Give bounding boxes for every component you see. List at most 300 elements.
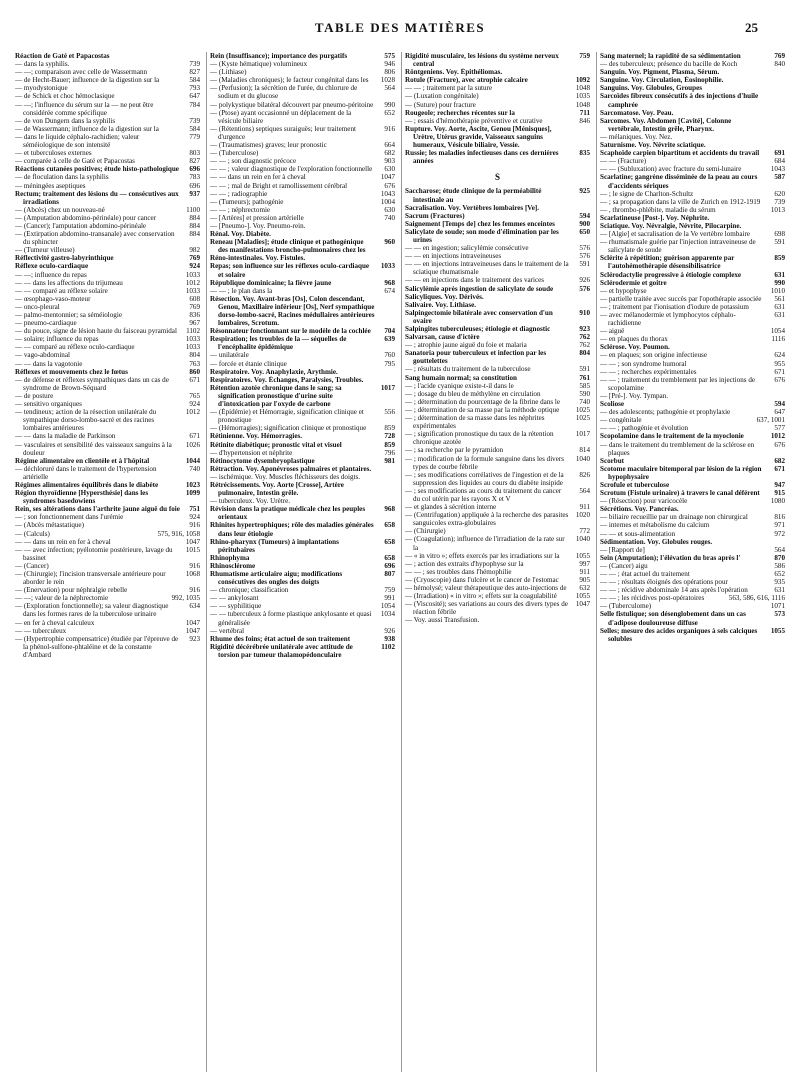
- index-entry-text: — méningées aseptiques: [15, 181, 86, 190]
- index-entry: [405, 212, 590, 220]
- index-entry-page: 761: [579, 373, 590, 382]
- index-entry-text: — (Calculs): [15, 529, 50, 538]
- index-entry: [600, 521, 785, 529]
- index-entry: [600, 465, 785, 481]
- index-entry: [210, 254, 395, 262]
- index-entry-page: 968: [384, 278, 395, 287]
- index-entry: [210, 295, 395, 327]
- index-entry-text: — — ; résultats éloignés des opérations pour: [600, 578, 728, 587]
- index-entry-text: — (Kyste hématique) volumineux: [210, 60, 308, 69]
- index-entry-page: 1055: [770, 626, 785, 635]
- index-entry-page: 564: [579, 486, 590, 495]
- index-entry: [600, 327, 785, 335]
- index-entry: [210, 457, 395, 465]
- index-entry-text: — (Abcès) chez un nouveau-né: [15, 205, 105, 214]
- index-entry-page: 586: [774, 561, 785, 570]
- index-entry-text: — (Résection) pour varicocèle: [600, 497, 688, 506]
- index-entry: [210, 141, 395, 149]
- index-entry-text: — dans la syphilis.: [15, 60, 70, 69]
- index-entry-text: Sanguin. Voy. Pigment, Plasma, Sérum.: [600, 68, 720, 77]
- index-entry-text: Sacrum (Fractures): [405, 211, 465, 220]
- index-entry: [600, 570, 785, 578]
- index-entry: [405, 365, 590, 373]
- index-entry-text: — avec mélanodermie et lymphocytos céphalo-rachidienne: [600, 311, 736, 328]
- index-entry-text: Rhinites hypertrophiques; rôle des maladies générales dans leur étiologie: [210, 521, 374, 538]
- index-entry: [15, 52, 200, 60]
- index-entry-text: — aiguë: [600, 327, 625, 336]
- index-entry-text: — — dans la maladie de Parkinson: [15, 432, 116, 441]
- index-entry: [600, 578, 785, 586]
- index-entry: [405, 52, 590, 68]
- index-entry: [600, 481, 785, 489]
- index-entry: [15, 441, 200, 457]
- index-entry: [15, 92, 200, 100]
- index-entry: [405, 252, 590, 260]
- index-entry: [600, 149, 785, 157]
- index-entry: [600, 295, 785, 303]
- index-entry-page: 576: [579, 244, 590, 253]
- index-entry-page: 1054: [380, 602, 395, 611]
- index-entry-text: Salpingectomie bilatérale avec conservation d'un ovaire: [405, 308, 553, 325]
- index-entry-text: — — ; recherches expérimentales: [600, 367, 697, 376]
- index-entry-page: 739: [189, 60, 200, 69]
- index-entry-page: 631: [774, 311, 785, 319]
- index-entry: [600, 206, 785, 214]
- index-entry-page: 676: [774, 375, 785, 384]
- index-entry-page: 1004: [380, 197, 395, 206]
- index-entry-text: — rhumatismale guérie par l'injection intraveineuse de salicylate de soude: [600, 238, 756, 255]
- index-entry: [600, 52, 785, 60]
- index-entry-page: 564: [774, 545, 785, 554]
- index-entry-page: 982: [189, 246, 200, 255]
- index-entry-text: Sécrétions. Voy. Pancréas.: [600, 505, 679, 514]
- index-entry-page: 884: [189, 230, 200, 239]
- index-entry-page: 765: [189, 391, 200, 400]
- index-entry-page: 1028: [380, 76, 395, 85]
- index-entry-page: 762: [579, 341, 590, 350]
- index-entry-page: 682: [384, 149, 395, 158]
- index-entry-page: 671: [189, 432, 200, 441]
- index-entry: [15, 230, 200, 246]
- index-entry-page: 804: [189, 351, 200, 360]
- index-entry: [15, 311, 200, 319]
- index-entry-text: — forcée et étanie clinique: [210, 359, 287, 368]
- index-entry: [15, 335, 200, 343]
- index-entry-page: 903: [384, 157, 395, 166]
- index-entry-text: — hémolysé; valeur thérapeutique des auto-injections de: [405, 584, 567, 592]
- index-entry-text: — — syphilitique: [210, 602, 262, 611]
- index-entry: [15, 481, 200, 489]
- index-entry-text: Sang maternel; la rapidité de sa sédimentation: [600, 52, 741, 60]
- index-entry: [600, 546, 785, 554]
- index-entry: [600, 343, 785, 351]
- index-entry-text: — (Suture) pour fracture: [405, 100, 476, 109]
- index-entry-text: — — (Subluxation) avec fracture du semi-lunaire: [600, 165, 742, 174]
- index-entry-text: — — ankylosant: [210, 594, 259, 603]
- index-entry-text: — en plaques du thorax: [600, 335, 668, 344]
- index-entry: [210, 562, 395, 570]
- index-entry-page: 796: [384, 448, 395, 457]
- index-entry-page: 1012: [770, 432, 785, 441]
- index-column-2: [206, 52, 395, 1072]
- index-entry-text: — de défense et réflexes sympathiques dans un cas de syndrome de Brown-Séquard: [15, 375, 169, 392]
- index-entry: [600, 408, 785, 416]
- index-entry-page: 968: [384, 505, 395, 514]
- index-entry: [405, 149, 590, 165]
- index-entry-page: 564: [384, 84, 395, 93]
- index-entry-page: 1102: [186, 327, 200, 336]
- index-entry-text: — (Perfusion); la sécrétion de l'urée, du chlorure de sodium et du glucose: [210, 84, 358, 101]
- index-entry: [15, 246, 200, 254]
- index-entry: [405, 309, 590, 325]
- index-entry: [210, 351, 395, 359]
- index-entry-text: — (Cancer): [15, 561, 49, 570]
- index-entry-page: 960: [384, 238, 395, 247]
- index-entry-page: 696: [189, 181, 200, 190]
- index-entry: [15, 262, 200, 270]
- index-entry: [405, 333, 590, 341]
- index-entry: [210, 441, 395, 449]
- index-entry: [600, 84, 785, 92]
- index-entry: [210, 376, 395, 384]
- index-entry-text: Selles; mesure des acides organiques à sels calciques solubles: [600, 626, 758, 643]
- index-entry-page: 860: [189, 367, 200, 376]
- index-entry-page: 1035: [575, 92, 590, 101]
- index-entry: [600, 157, 785, 165]
- index-entry: [600, 457, 785, 465]
- index-entry: [210, 327, 395, 335]
- index-entry-text: — vasculaires et sensibilité des vaisseaux sanguins à la douleur: [15, 440, 172, 457]
- index-entry-text: Sacralisation. Voy. Vertèbres lombaires [Ve].: [405, 203, 540, 212]
- index-entry-page: 647: [189, 92, 200, 101]
- index-entry-text: — — dans un rein en fer à cheval: [210, 173, 306, 182]
- index-entry: [15, 173, 200, 181]
- index-entry: [15, 287, 200, 295]
- index-entry-text: Réactions cutanées positives; étude histo-pathologique: [15, 165, 179, 174]
- index-entry-text: — d'hypertension et néphrite: [210, 448, 293, 457]
- index-entry-page: 804: [579, 349, 590, 358]
- index-entry-page: 658: [384, 521, 395, 530]
- index-entry-page: 762: [579, 333, 590, 342]
- index-entry-page: 1012: [185, 278, 200, 287]
- index-entry: [405, 616, 590, 624]
- index-entry: [210, 408, 395, 424]
- index-entry-page: 1047: [185, 537, 200, 546]
- index-entry-text: Rotule (Fracture), avec atrophie calcaire: [405, 76, 528, 85]
- index-entry-text: Réflexe oculo-cardiaque: [15, 262, 89, 271]
- index-entry-text: — (Cancer); l'amputation abdomino-périnéale: [15, 221, 147, 230]
- index-entry-text: Révision dans la pratique médicale chez les peuples orientaux: [210, 505, 366, 522]
- index-entry-page: 814: [579, 446, 590, 455]
- index-entry: [210, 68, 395, 76]
- index-entry: [15, 117, 200, 125]
- index-entry: [405, 487, 590, 503]
- index-entry-page: 630: [384, 165, 395, 174]
- index-entry-text: — ; action des extraits d'hypophyse sur la: [405, 559, 524, 568]
- index-entry: [210, 586, 395, 594]
- index-entry: [405, 228, 590, 244]
- index-entry-text: Scarlatineuse [Post-]. Voy. Néphrite.: [600, 213, 710, 222]
- index-entry: [600, 505, 785, 513]
- index-entry-text: — (Cancer) aigu: [600, 561, 648, 570]
- index-entry-page: 624: [774, 351, 785, 360]
- index-entry: [210, 279, 395, 287]
- index-column-3: [401, 52, 590, 1072]
- index-entry-page: 691: [774, 149, 785, 158]
- index-entry-text: Scotome maculaire bitemporal par lésion de la région hypophysaire: [600, 464, 762, 481]
- index-entry-page: 1023: [185, 480, 200, 489]
- index-entry: [600, 554, 785, 562]
- index-entry: [15, 432, 200, 440]
- index-entry-text: Sarcomes. Voy. Abdomen [Cavité], Colonne vertébrale, Intestin grêle, Pharynx.: [600, 116, 732, 133]
- index-entry-page: 594: [774, 400, 785, 409]
- index-entry-page: 728: [384, 432, 395, 441]
- index-entry: [405, 511, 590, 527]
- index-entry-page: 1047: [380, 173, 395, 182]
- index-entry-text: Rétinocytome dysembryoplastique: [210, 456, 315, 465]
- index-entry: [15, 457, 200, 465]
- index-entry: [600, 602, 785, 610]
- index-entry: [600, 173, 785, 189]
- index-entry-text: Salicyliques. Voy. Dérivés.: [405, 292, 484, 301]
- index-entry: [15, 133, 200, 149]
- index-entry: [210, 230, 395, 238]
- index-entry-page: 807: [384, 570, 395, 578]
- index-entry-text: — et tuberculoses externes: [15, 149, 92, 158]
- index-entry-text: — (Tumeurs); pathogénie: [210, 197, 284, 206]
- index-entry-text: — (Abcès métastatique): [15, 521, 84, 530]
- index-entry-page: 1048: [575, 84, 590, 93]
- index-entry-text: — internes et métabolisme du calcium: [600, 521, 710, 530]
- index-entry: [600, 230, 785, 238]
- index-entry: [15, 222, 200, 230]
- index-entry-text: — onco-pleural: [15, 302, 60, 311]
- index-columns: [15, 52, 785, 1072]
- index-entry-text: — myodystonique: [15, 84, 68, 93]
- index-entry: [600, 538, 785, 546]
- index-entry-text: — — ; récidive abdominale 14 ans après l'opération: [600, 586, 748, 595]
- index-entry-text: — — en injections intraveineuses: [405, 252, 502, 261]
- index-entry-page: 591: [579, 260, 590, 269]
- index-entry: [600, 279, 785, 287]
- index-entry-page: 905: [579, 575, 590, 584]
- index-entry-text: Respiratoire. Voy. Anaphylaxie, Arythmie.: [210, 367, 338, 376]
- index-entry-page: 759: [384, 586, 395, 595]
- index-entry: [15, 125, 200, 133]
- index-entry-page: 955: [774, 359, 785, 368]
- index-entry-page: 846: [579, 116, 590, 125]
- index-entry-text: — — tuberculeux: [15, 626, 67, 635]
- index-entry-text: Salicylémie après ingestion de salicylate de soude: [405, 284, 554, 293]
- index-entry-text: — ; ses modifications corrélatives de l'ingestion et de la suppression des liquides au cours du diabète insipide: [405, 470, 564, 487]
- index-entry-text: Rigidité décérébrée unilatérale avec attitude de torsion par tumeur thalamopédonculaire: [210, 642, 353, 659]
- index-entry-page: 935: [774, 578, 785, 587]
- index-entry-text: — (Amputation abdomino-périnéale) pour cancer: [15, 213, 157, 222]
- index-entry: [15, 392, 200, 400]
- index-entry-page: 911: [579, 567, 590, 576]
- index-entry: [405, 584, 590, 592]
- index-entry: [600, 271, 785, 279]
- index-entry: [405, 455, 590, 471]
- index-entry-text: — de floculation dans la syphilis: [15, 173, 109, 182]
- index-entry-text: Rhinophyma: [210, 553, 250, 562]
- index-entry-page: 1015: [185, 545, 200, 554]
- index-entry: [15, 319, 200, 327]
- index-entry-text: Reneau [Maladies]; étude clinique et pathogénique des manifestations broncho-pulmonaires chez les: [210, 238, 366, 255]
- index-entry: [210, 465, 395, 473]
- index-entry-text: — (Irradiation) « in vitro »; effets sur la coagulabilité: [405, 592, 557, 601]
- index-entry: [405, 568, 590, 576]
- index-entry-page: 916: [189, 561, 200, 570]
- index-entry: [405, 560, 590, 568]
- index-entry-text: Réaction de Gaté et Papacostas: [15, 52, 110, 60]
- index-entry: [600, 109, 785, 117]
- index-entry: [600, 424, 785, 432]
- index-entry: [210, 238, 395, 254]
- index-entry: [600, 441, 785, 457]
- index-entry-text: — —; valeur de la néphrectomie: [15, 594, 109, 603]
- index-entry: [15, 254, 200, 262]
- index-entry: [210, 594, 395, 602]
- index-entry: [210, 287, 395, 295]
- index-entry: [210, 149, 395, 157]
- index-entry-text: — (Coagulation); influence de l'irradiation de la rate sur la: [405, 535, 565, 552]
- index-entry: [405, 430, 590, 446]
- index-entry-text: Sein (Amputation); l'élévation du bras après l': [600, 553, 741, 562]
- index-entry-text: Réflexes et mouvements chez le fœtus: [15, 367, 128, 376]
- index-entry-text: Salpingites tuberculeuses; étiologie et diagnostic: [405, 325, 551, 333]
- index-entry-text: — — et sous-alimentation: [600, 529, 676, 538]
- index-entry-text: — ; sa recherche par le pyramidon: [405, 446, 504, 455]
- index-entry-page: 769: [189, 302, 200, 311]
- index-entry-text: Rétinienne. Voy. Hémorragies.: [210, 432, 303, 441]
- index-entry-text: — — ; traitement du tremblement par les injections de scopolamine: [600, 375, 756, 392]
- index-entry: [15, 586, 200, 594]
- index-entry: [15, 190, 200, 206]
- index-entry-page: 1080: [770, 497, 785, 506]
- index-entry-text: Sang humain normal; sa constitution: [405, 373, 517, 382]
- index-entry: [405, 471, 590, 487]
- index-entry: [600, 238, 785, 254]
- index-entry: [405, 68, 590, 76]
- index-entry: [600, 287, 785, 295]
- index-entry-text: Scoliose: [600, 400, 625, 409]
- index-entry-text: — ; dosage du bleu de méthylène en circulation: [405, 389, 541, 398]
- index-entry-text: Scrotum (Fistule urinaire) à travers le canal déférent: [600, 489, 760, 498]
- index-entry: [15, 76, 200, 84]
- index-entry: [600, 60, 785, 68]
- index-entry: [15, 303, 200, 311]
- index-entry-page: 561: [774, 294, 785, 303]
- index-entry: [210, 214, 395, 222]
- index-entry: [600, 254, 785, 270]
- index-entry-text: — unilatérale: [210, 351, 249, 360]
- index-entry-page: 1099: [185, 489, 200, 498]
- index-entry-text: Résection. Voy. Avant-bras [Os], Colon descendant, Genou, Maxillaire inférieur [Os], Nerf sympathique dorso-lombo-sacré, Racines médullaires antérieures lombaires, Scrotum.: [210, 294, 375, 328]
- index-entry-text: — — ; son syndrome humoral: [600, 359, 687, 368]
- index-entry: [600, 497, 785, 505]
- index-entry: [210, 481, 395, 497]
- index-entry: [15, 165, 200, 173]
- index-entry-text: Sclérodermie et goitre: [600, 278, 667, 287]
- index-entry: [210, 198, 395, 206]
- index-entry-page: 652: [774, 570, 785, 578]
- index-entry: [15, 84, 200, 92]
- index-entry-text: — (Extirpation abdomino-transanale) avec conservation du sphincter: [15, 230, 175, 247]
- index-entry-text: — ; signification pronostique du taux de la rétention chronique azotée: [405, 430, 554, 447]
- index-entry: [405, 204, 590, 212]
- index-entry-text: — comparée à celle de Gaté et Papacostas: [15, 157, 135, 166]
- index-entry: [405, 390, 590, 398]
- index-entry: [405, 260, 590, 276]
- index-entry-text: Sclérose. Voy. Poumon.: [600, 343, 670, 352]
- index-entry-page: 630: [384, 205, 395, 214]
- index-entry-page: 631: [774, 586, 785, 595]
- index-entry: [15, 562, 200, 570]
- index-entry-text: — — en injections intraveineuses dans le traitement de la sciatique rhumatismale: [405, 260, 569, 277]
- index-entry: [405, 446, 590, 454]
- index-entry-text: — —; comparaison avec celle de Wassermann: [15, 68, 148, 77]
- index-entry-page: 925: [579, 187, 590, 196]
- index-entry: [210, 173, 395, 181]
- index-entry-text: — (Tumeur villeuse): [15, 246, 75, 255]
- index-entry: [600, 416, 785, 424]
- index-entry-text: Régime alimentaire en clientèle et à l'hôpital: [15, 456, 150, 465]
- index-entry: [600, 351, 785, 359]
- index-entry: [405, 503, 590, 511]
- index-entry-page: 1047: [185, 626, 200, 635]
- page-number: 25: [745, 20, 758, 35]
- index-entry-text: — (Hémorragies); signification clinique et pronostique: [210, 424, 367, 433]
- index-entry-page: 1071: [770, 602, 785, 611]
- section-letter: S: [494, 172, 500, 183]
- index-entry-page: 806: [384, 68, 395, 77]
- index-entry-page: 575, 916, 1058: [157, 529, 200, 538]
- index-entry-text: Rénal. Voy. Diabète.: [210, 230, 271, 239]
- index-entry-text: Rhume des foins; état actuel de son traitement: [210, 634, 351, 643]
- index-entry-page: 594: [579, 211, 590, 220]
- index-entry: [15, 602, 200, 618]
- index-entry: [210, 60, 395, 68]
- index-entry-page: 1025: [575, 414, 590, 423]
- index-entry-text: — tuberculeux. Voy. Urètre.: [210, 497, 291, 506]
- index-entry-text: — (Ptose) ayant occasionné un déplacement de la vésicule biliaire: [210, 108, 352, 125]
- index-entry: [210, 182, 395, 190]
- index-entry: [210, 432, 395, 440]
- index-entry-page: 671: [774, 367, 785, 376]
- index-entry-page: 967: [189, 319, 200, 328]
- index-entry-text: — sensitivo organiques: [15, 400, 82, 409]
- index-entry: [405, 293, 590, 301]
- index-entry: [15, 295, 200, 303]
- index-entry: [15, 594, 200, 602]
- index-entry-text: — déchloruré dans le traitement de l'hypertension artérielle: [15, 464, 157, 481]
- index-entry-page: 971: [774, 521, 785, 530]
- index-entry: [600, 562, 785, 570]
- index-entry-page: 739: [774, 197, 785, 206]
- index-entry: [15, 206, 200, 214]
- index-entry: [210, 165, 395, 173]
- index-entry-text: — solaire; influence du repas: [15, 335, 99, 344]
- index-entry-text: — polykystique bilatéral découvert par pneumo-péritoine: [210, 100, 374, 109]
- index-entry-page: 608: [189, 294, 200, 303]
- index-entry: [210, 570, 395, 586]
- index-entry: [15, 635, 200, 659]
- index-entry-text: — en fer à cheval calculeux: [15, 618, 95, 627]
- index-entry-text: Rétraction. Voy. Aponévroses palmaires et plantaires.: [210, 464, 372, 473]
- index-entry-page: 637, 1001: [756, 416, 785, 425]
- index-entry: [15, 149, 200, 157]
